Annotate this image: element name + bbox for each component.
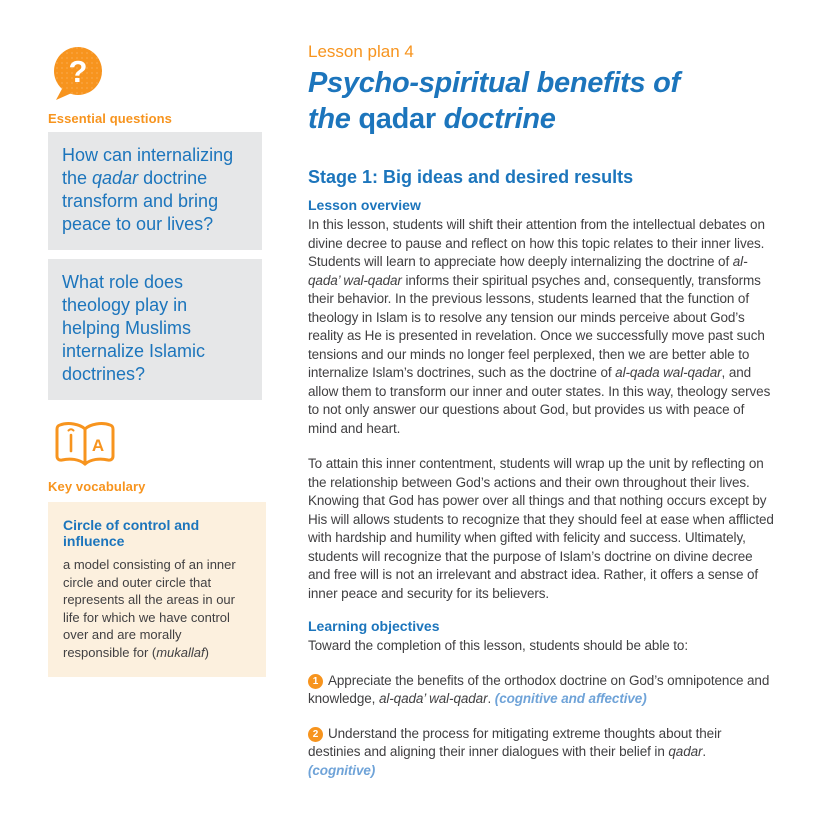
- objective-item-2: [308, 725, 774, 781]
- svg-text:A: A: [91, 436, 105, 455]
- lesson-plan-kicker: Lesson plan 4: [308, 42, 414, 61]
- objective-text: Understand the process for mitigating extreme thoughts about their destinies and aligning their inner dialogues with their belief in qadar. (cognitive): [308, 725, 722, 778]
- open-book-icon: [52, 420, 268, 473]
- essential-questions-label: Essential questions: [48, 111, 172, 126]
- key-vocabulary-box: [48, 502, 266, 677]
- page-title-line-2: the qadar doctrine: [308, 103, 556, 135]
- page-title: [308, 65, 774, 137]
- lesson-overview-paragraph-1: In this lesson, students will shift their attention from the intellectual debates on divine decree to pause and reflect on how this topic relates to their inner lives. Students will learn to appreciate how deeply internalizing the doctrine of al-qada’ wal-qadar informs their spiritual psyches and, consequently, transforms their behavior. In the previous lessons, students learned that the function of theology in Islam is to resolve any tension our minds perceive about God’s reality as He is presented in revelation. Once we successfully move past such tensions and our minds no longer feel perplexed, then we are better able to internalize Islam’s doctrines, such as the doctrine of al-qada wal-qadar, and allow them to transform our inner and outer states. In this way, theology serves to not only answer our questions about God, but provides us with peace of mind and heart.: [308, 217, 771, 436]
- vocab-definition: a model consisting of an inner circle and outer circle that represents all the areas in our life for which we have control over and are morally responsible for (mukallaf): [63, 557, 236, 660]
- lesson-overview-heading: Lesson overview: [308, 197, 421, 213]
- essential-question-box-2: [48, 259, 262, 400]
- learning-objectives-intro: Toward the completion of this lesson, students should be able to:: [308, 638, 688, 653]
- essential-question-box-1: [48, 132, 262, 250]
- svg-text:?: ?: [68, 54, 88, 89]
- main-content: [308, 42, 774, 780]
- stage-heading: Stage 1: Big ideas and desired results: [308, 167, 634, 187]
- learning-objectives-heading: Learning objectives: [308, 618, 440, 634]
- objective-number-badge: 1: [308, 674, 323, 689]
- vocab-term: Circle of control and influence: [63, 517, 200, 549]
- key-vocabulary-label: Key vocabulary: [48, 479, 146, 494]
- essential-question-text: How can internalizing the qadar doctrine transform and bring peace to our lives?: [62, 145, 234, 234]
- lesson-overview-paragraph-2: To attain this inner contentment, students will wrap up the unit by reflecting on the relationship between God’s actions and their own throughout their lives. Knowing that God has power over all things and that nothing occurs except by His will allows students to recognize that they should feel at ease when afflicted with hardship and humility when gifted with felicity and success. Ultimately, students will recognize that the purpose of Islam’s doctrine on divine decree and free will is not an irrelevant and abstract idea. Rather, it offers a sense of inner peace and security for its believers.: [308, 456, 774, 601]
- objective-item-1: [308, 672, 774, 709]
- objective-text: Appreciate the benefits of the orthodox doctrine on God’s omnipotence and knowledge, al-qada’ wal-qadar. (cognitive and affective): [308, 672, 770, 706]
- sidebar: [48, 46, 268, 677]
- question-bubble-icon: [50, 46, 268, 107]
- page-title-line-1: Psycho-spiritual benefits of: [308, 67, 680, 99]
- essential-question-text: What role does theology play in helping Muslims internalize Islamic doctrines?: [62, 272, 206, 384]
- objective-number-badge: 2: [308, 727, 323, 742]
